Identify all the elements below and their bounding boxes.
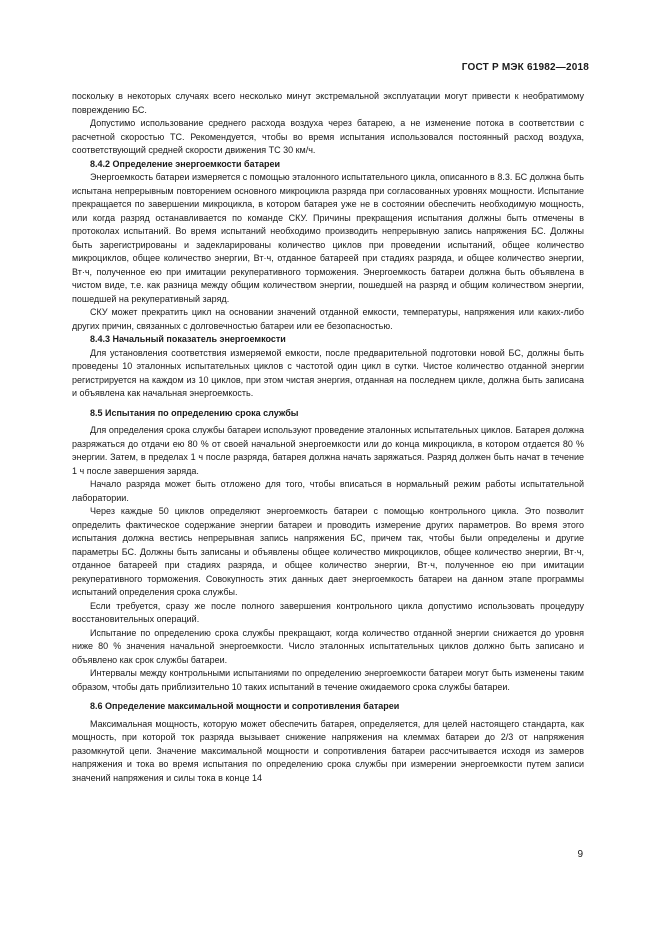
paragraph: Допустимо использование среднего расхода воздуха через батарею, а не изменение потока в соответствии с расчетной скоростью ТС. Рекомендуется, чтобы во время испытания использовался постоянный расход воздуха, соответствующий средней скорости движения ТС 30 км/ч.: [72, 118, 584, 155]
section-heading: 8.5 Испытания по определению срока службы: [90, 407, 299, 418]
subsection-heading: 8.4.2 Определение энергоемкости батареи: [90, 158, 281, 169]
paragraph: Для установления соответствия измеряемой емкости, после предварительной подготовки новой БС, должны быть проведены 10 эталонных испытательных циклов с частотой один цикл в сутки. Чистое количество отданной энергии регистрируется на каждом из 10 циклов, при этом чистая энергия, отданная на последнем цикле, должна быть записана и объявлена как начальная энергоемкость.: [72, 347, 584, 398]
section-heading: 8.6 Определение максимальной мощности и сопротивления батареи: [90, 701, 400, 711]
paragraph: СКУ может прекратить цикл на основании значений отданной емкости, температуры, напряжения или каких-либо других причин, связанных с долговечностью батареи или ее безопасностью.: [72, 307, 584, 331]
paragraph: Если требуется, сразу же после полного завершения контрольного цикла допустимо использовать процедуру восстановительных операций.: [72, 600, 584, 624]
paragraph: Испытание по определению срока службы прекращают, когда количество отданной энергии снижается до уровня ниже 80 % значения начальной энергоемкости. Число эталонных испытательных циклов должно быть записано и объявлено как срок службы батареи.: [72, 627, 584, 665]
paragraph: Начало разряда может быть отложено для того, чтобы вписаться в нормальный режим работы испытательной лаборатории.: [72, 479, 584, 503]
paragraph: Через каждые 50 циклов определяют энергоемкость батареи с помощью контрольного цикла. Это позволит определить фактическое содержание энергии батареи и проводить измерение других параметров. Во время этого испытания должна вестись непрерывная запись напряжения БС, причем так, чтобы были определены и другие параметры БС. Должны быть записаны и объявлены общее количество микроциклов, общее количество энергии, Вт·ч, отданное батареей при стадиях разряда, и общее количество энергии, Вт·ч, полученное ею при имитации рекуперативного торможения. Совокупность этих данных дает энергоемкость батареи на данном этапе программы испытаний определения срока службы.: [72, 506, 584, 597]
paragraph: Энергоемкость батареи измеряется с помощью эталонного испытательного цикла, описанного в 8.3. БС должна быть испытана непрерывным повторением основного микроцикла разряда при согласованных уровнях мощности. Испытание прекращается по завершении микроцикла, в котором батарея уже не в состоянии обеспечить необходимую мощность, или когда разряд останавливается по команде СКУ. Причины прекращения испытания должны быть отмечены в протоколах испытаний. Во время испытаний необходимо производить непрерывную запись напряжения БС. Должны быть зарегистрированы и задекларированы количество циклов при проведении испытаний, общее количество микроциклов, общее количество энергии, Вт·ч, отданное батареей при стадиях разряда, и общее количество энергии, Вт·ч, полученное ею при имитации рекуперативного торможения. Энергоемкость батареи должна быть объявлена в чистом виде, т.е. как разница между общим количеством энергии, пошедшей на разряд и общим количеством энергии, пошедшей на рекуперативный заряд.: [72, 172, 584, 304]
document-body: [72, 90, 584, 785]
page-number: 9: [577, 849, 583, 860]
paragraph: Для определения срока службы батареи используют проведение эталонных испытательных циклов. Батарея должна разряжаться до отдачи ею 80 % от своей начальной энергоемкости или до конца микроцикла, в котором отдается 80 % энергии. Затем, в пределах 1 ч после разряда, батарея должна начать заряжаться. Разряд должен быть начат в течение 1 ч после завершения заряда.: [72, 425, 584, 476]
paragraph: Максимальная мощность, которую может обеспечить батарея, определяется, для целей настоящего стандарта, как мощность, при которой ток разряда вызывает снижение напряжения на клеммах батареи до 2/3 от напряжения разомкнутой цепи. Значение максимальной мощности и сопротивления батареи рассчитывается исходя из замеров напряжения и тока во время испытания по определению срока службы при измерении энергоемкости путем записи значений напряжения и силы тока в конце 14: [72, 718, 584, 783]
paragraph: поскольку в некоторых случаях всего несколько минут экстремальной эксплуатации могут привести к необратимому повреждению БС.: [72, 91, 584, 115]
document-header: ГОСТ Р МЭК 61982—2018: [461, 62, 589, 73]
subsection-heading: 8.4.3 Начальный показатель энергоемкости: [90, 334, 286, 344]
paragraph: Интервалы между контрольными испытаниями по определению энергоемкости батареи могут быть изменены таким образом, чтобы дать приблизительно 10 таких испытаний в течение ожидаемого срока службы батареи.: [72, 668, 584, 692]
